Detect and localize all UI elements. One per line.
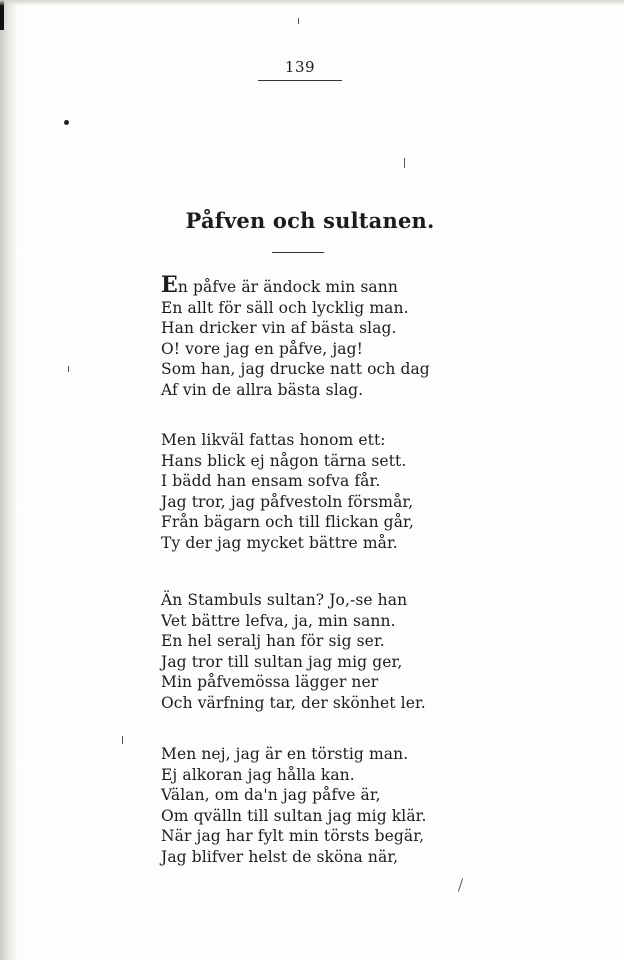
scan-mark [298,18,299,24]
stanza-1 [161,272,461,400]
poem-line: Ty der jag mycket bättre mår. [161,533,398,552]
poem-line: Han dricker vin af bästa slag. [161,319,397,337]
scan-mark [458,878,463,892]
poem-line: Hans blick ej någon tärna sett. [161,451,407,470]
scan-mark [404,158,405,168]
page-number: 139 [284,58,316,76]
poem-line: O! vore jag en påfve, jag! [161,339,363,358]
poem-line: Af vin de allra bästa slag. [161,380,364,399]
poem-line: Och värfning tar, der skönhet ler. [161,693,426,712]
title-rule [272,252,324,253]
stanza-2 [161,430,461,553]
poem-line: I bädd han ensam sofva får. [161,472,381,490]
ink-speck [64,120,69,125]
poem-line: Om qvälln till sultan jag mig klär. [161,806,427,825]
poem-line: Som han, jag drucke natt och dag [161,360,430,378]
poem-line: När jag har fylt min törsts begär, [161,827,425,845]
binding-edge [0,0,18,960]
poem-title: Påfven och sultanen. [185,208,435,233]
poem-line: Jag blifver helst de sköna när, [161,847,399,866]
poem-line [161,272,461,298]
poem-line: Min påfvemössa lägger ner [161,673,379,691]
poem-line: En allt för säll och lycklig man. [161,298,409,317]
drop-cap: E [161,272,178,298]
poem-line: Välan, om da'n jag påfve är, [161,786,381,804]
first-line-text: n påfve är ändock min sann [177,278,398,296]
poem-line: Vet bättre lefva, ja, min sann. [161,611,396,630]
stanza-3 [161,590,461,713]
poem-line: Men nej, jag är en törstig man. [161,745,409,763]
scan-mark [68,366,69,372]
poem-line: Men likväl fattas honom ett: [161,431,386,449]
poem-line: Från bägarn och till flickan går, [161,513,414,531]
poem-line: Jag tror till sultan jag mig ger, [161,652,403,671]
poem-line: Jag tror, jag påfvestoln försmår, [161,492,414,511]
poem-line: Ej alkoran jag hålla kan. [161,765,355,784]
poem-line: En hel seralj han för sig ser. [161,632,385,650]
scan-mark [122,736,123,744]
top-edge-shadow [0,0,624,6]
stanza-4 [161,744,461,867]
page-number-rule [258,80,342,81]
poem-line: Än Stambuls sultan? Jo,-se han [161,591,408,609]
